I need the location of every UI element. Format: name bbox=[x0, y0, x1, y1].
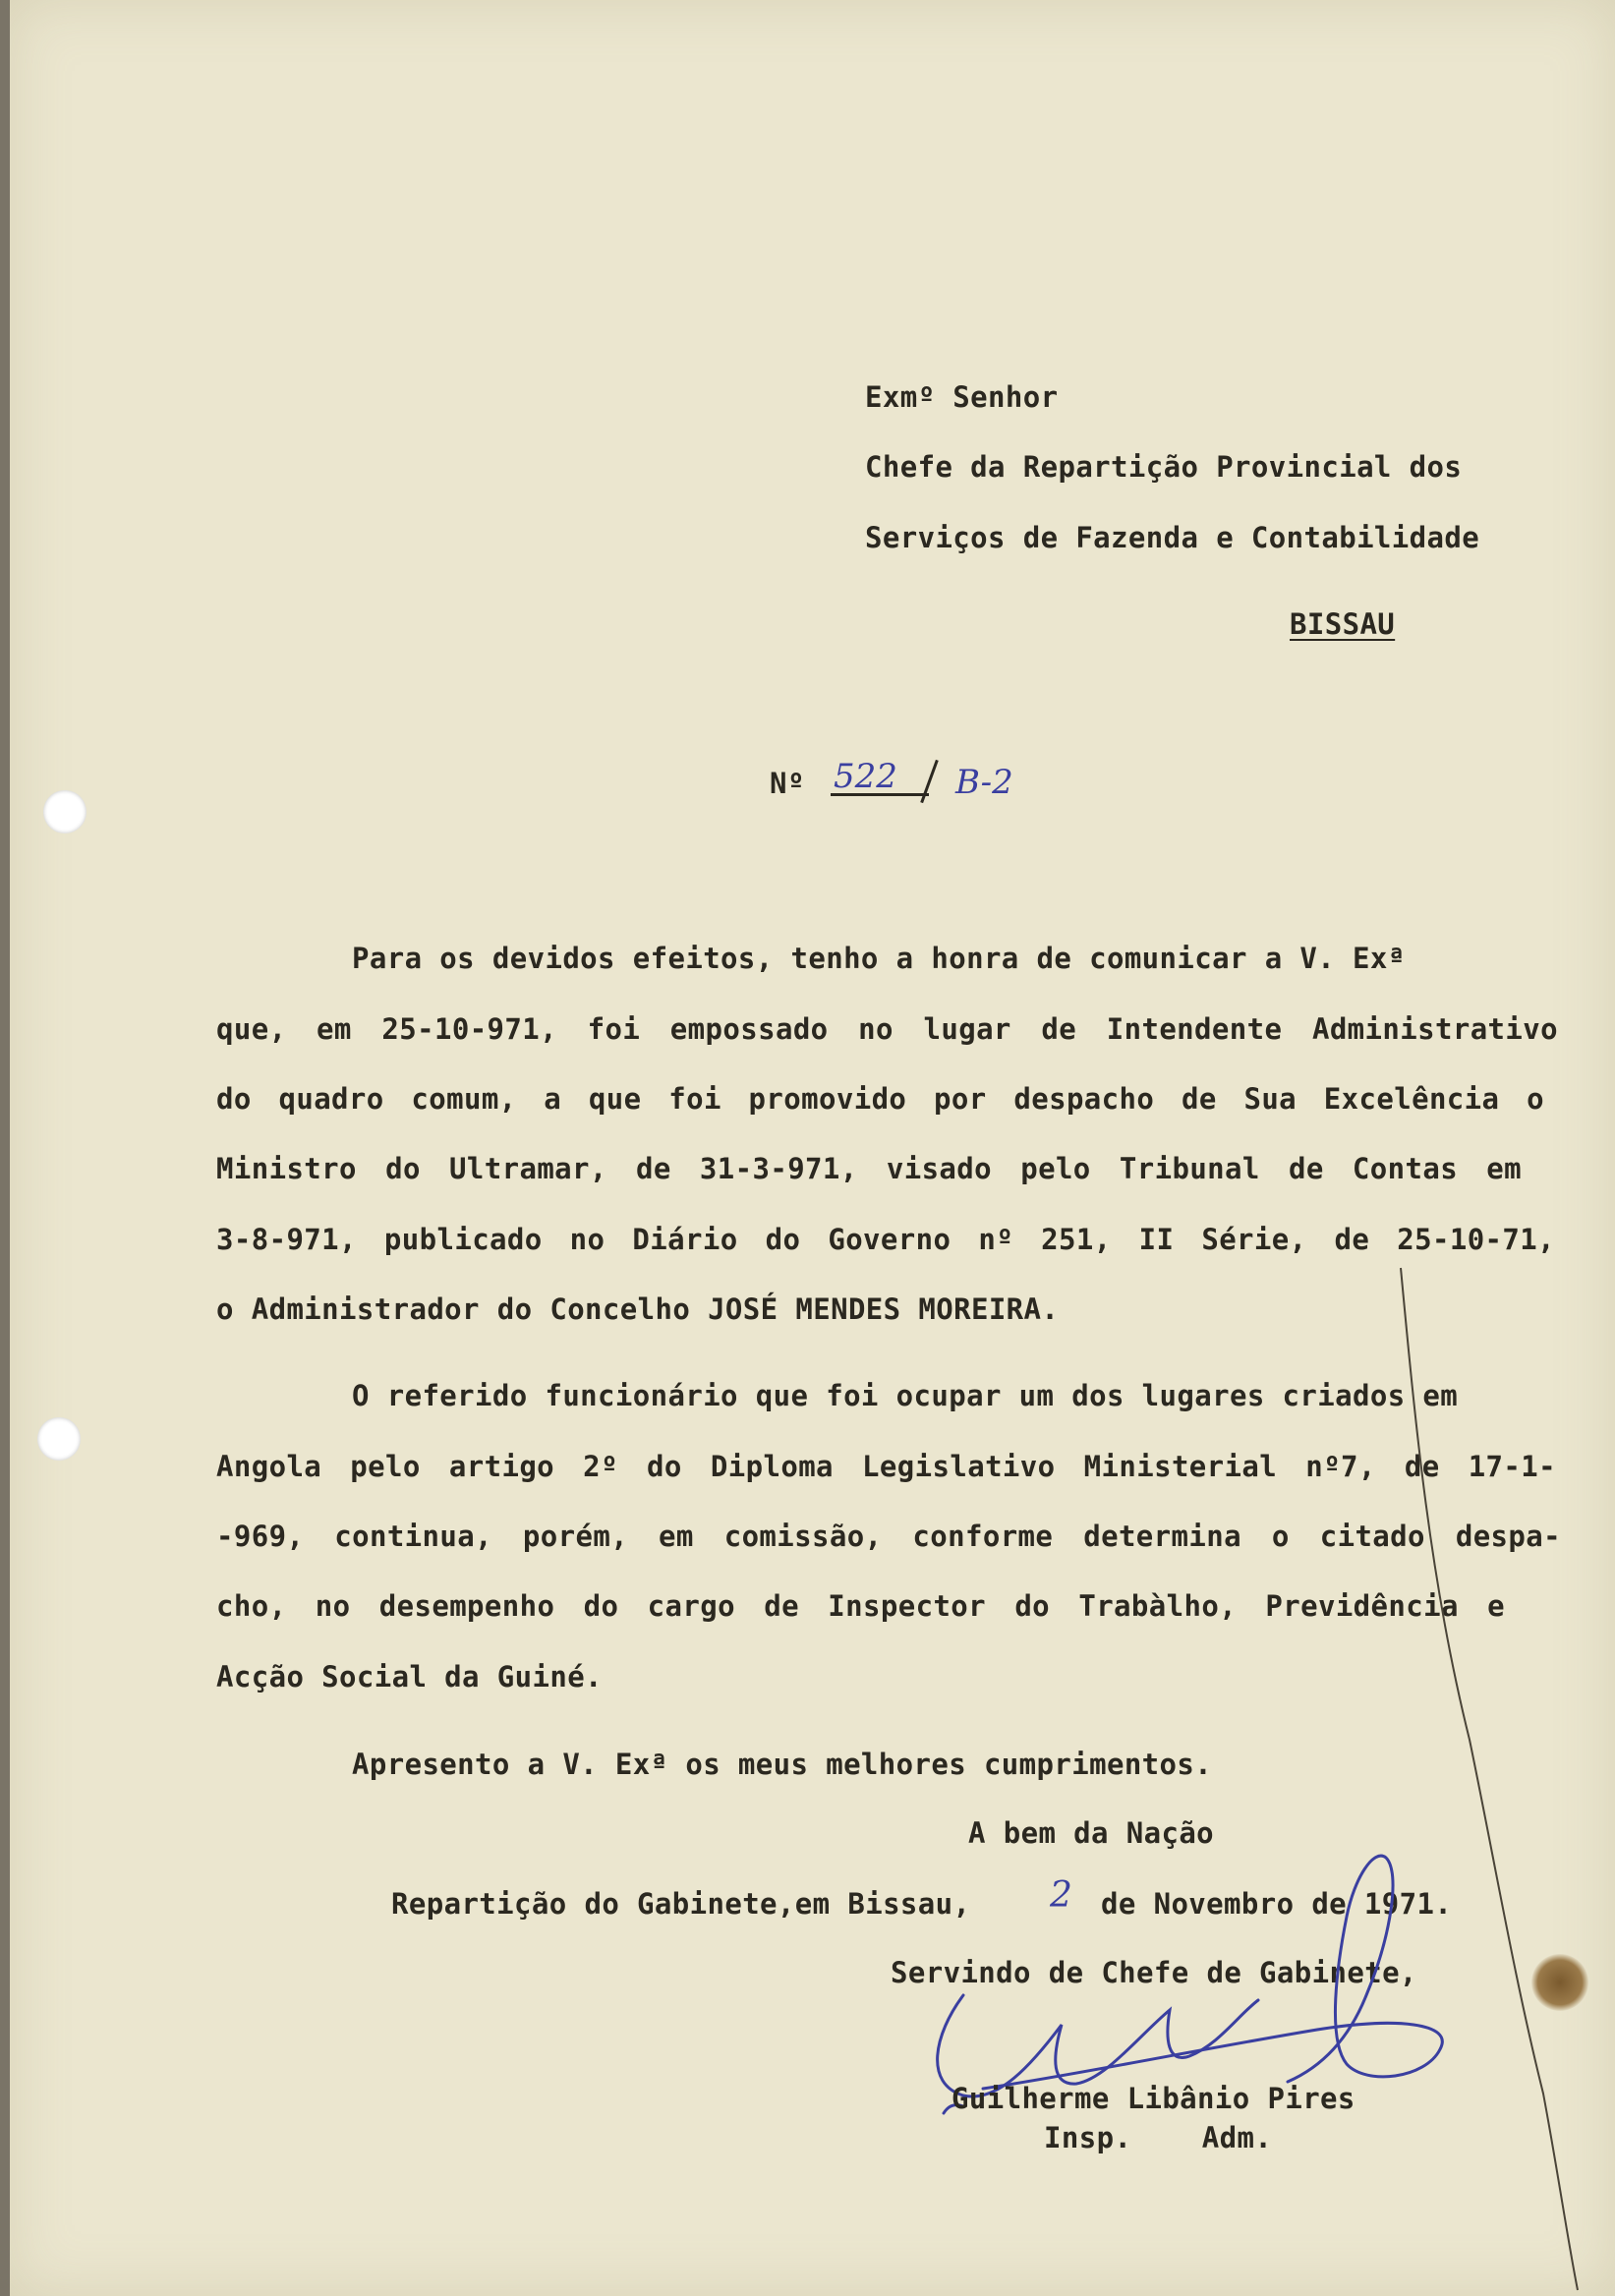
recipient-salutation: Exmº Senhor bbox=[865, 380, 1059, 414]
closing-place: Repartição do Gabinete,em Bissau, bbox=[391, 1887, 971, 1921]
body-p2-line-5: Acção Social da Guiné. bbox=[216, 1660, 603, 1693]
recipient-line-1: Chefe da Repartição Provincial dos bbox=[865, 450, 1463, 484]
closing-motto: A bem da Nação bbox=[968, 1816, 1215, 1850]
body-p1-line-6: o Administrador do Concelho JOSÉ MENDES MOREIRA. bbox=[216, 1292, 1060, 1326]
body-p3-greeting: Apresento a V. Exª os meus melhores cumprimentos. bbox=[352, 1748, 1213, 1781]
recipient-city: BISSAU bbox=[1290, 607, 1396, 641]
body-p2-line-4: cho, no desempenho do cargo de Inspector do Trabàlho, Previdência e bbox=[216, 1589, 1505, 1623]
reference-prefix: Nº bbox=[770, 767, 805, 800]
body-p1-line-2: que, em 25-10-971, foi empossado no lugar de Intendente Administrativo bbox=[216, 1012, 1558, 1046]
body-p1-line-3: do quadro comum, a que foi promovido por despacho de Sua Excelência o bbox=[216, 1082, 1544, 1116]
body-p1-line-4: Ministro do Ultramar, de 31-3-971, visado pelo Tribunal de Contas em bbox=[216, 1152, 1522, 1185]
signatory-name: Guilherme Libânio Pires bbox=[952, 2082, 1355, 2115]
signatory-title: Insp. Adm. bbox=[1044, 2121, 1273, 2154]
recipient-line-2: Serviços de Fazenda e Contabilidade bbox=[865, 521, 1480, 554]
body-p2-line-2: Angola pelo artigo 2º do Diploma Legislativo Ministerial nº7, de 17-1- bbox=[216, 1450, 1556, 1483]
closing-day-handwritten: 2 bbox=[1050, 1875, 1072, 1916]
margin-pen-line bbox=[1376, 1229, 1602, 2296]
punch-hole-top bbox=[43, 790, 87, 833]
punch-hole-bottom bbox=[37, 1417, 81, 1461]
handwritten-signature bbox=[904, 1828, 1455, 2123]
closing-date: de Novembro de 1971. bbox=[1101, 1887, 1453, 1921]
body-p1-line-1: Para os devidos efeitos, tenho a honra de comunicar a V. Exª bbox=[352, 942, 1406, 975]
reference-number-handwritten: 522 bbox=[834, 757, 897, 796]
body-p1-line-5: 3-8-971, publicado no Diário do Governo nº 251, II Série, de 25-10-71, bbox=[216, 1223, 1555, 1256]
reference-series-handwritten: B-2 bbox=[955, 763, 1013, 802]
body-p2-line-1: O referido funcionário que foi ocupar um dos lugares criados em bbox=[352, 1379, 1459, 1412]
closing-role: Servindo de Chefe de Gabinete, bbox=[891, 1956, 1417, 1989]
body-p2-line-3: -969, continua, porém, em comissão, conforme determina o citado despa- bbox=[216, 1520, 1561, 1553]
